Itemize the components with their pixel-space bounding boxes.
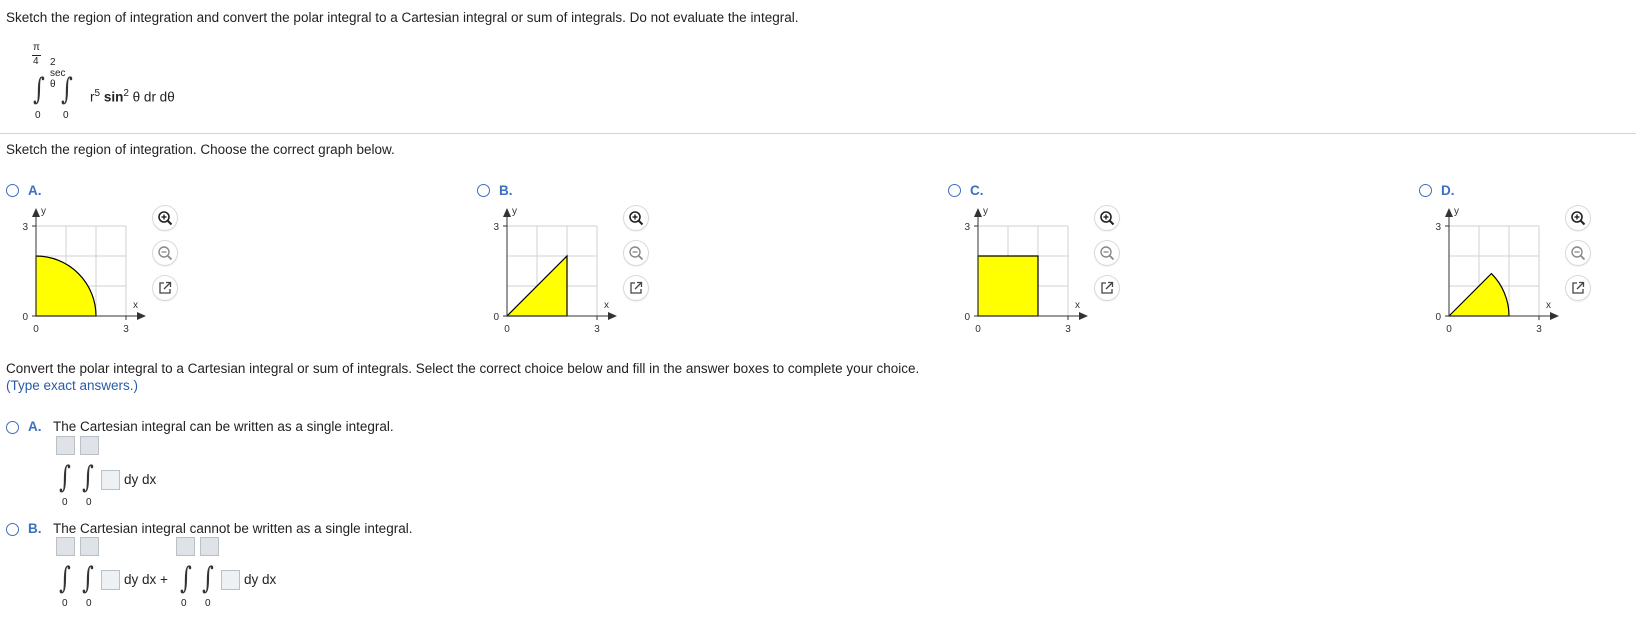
- external-link-icon: [157, 280, 173, 296]
- part1-prompt: Sketch the region of integration. Choose the correct graph below.: [6, 142, 395, 157]
- zoom-in-icon: [1570, 210, 1586, 226]
- b1-inner-integral-sign: ∫: [81, 561, 94, 596]
- open-new-window-button[interactable]: [624, 276, 648, 300]
- outer-upper-limit-numerator: π: [33, 42, 40, 53]
- graph-x-axis-label: x: [604, 300, 609, 311]
- a-integrand-box[interactable]: [101, 470, 120, 490]
- graph-x-tick-right: 3: [1065, 324, 1071, 335]
- graph-option-c-label[interactable]: C.: [970, 183, 984, 198]
- graph-y-tick-top: 3: [22, 222, 28, 233]
- graph-y-tick-top: 3: [964, 222, 970, 233]
- open-new-window-button[interactable]: [153, 276, 177, 300]
- zoom-in-button[interactable]: [153, 206, 177, 230]
- zoom-in-button[interactable]: [1566, 206, 1590, 230]
- zoom-out-button[interactable]: [1095, 241, 1119, 265]
- b1-integrand-box[interactable]: [101, 570, 120, 590]
- open-new-window-button[interactable]: [1095, 276, 1119, 300]
- cartesian-option-b-label[interactable]: B.: [28, 521, 42, 536]
- graph-x-axis-label: x: [1075, 300, 1080, 311]
- cartesian-option-a-label[interactable]: A.: [28, 419, 42, 434]
- graph-y-axis-label: y: [983, 206, 988, 217]
- graph-x-tick-right: 3: [123, 324, 129, 335]
- outer-integral-sign: ∫: [32, 72, 45, 107]
- zoom-out-button[interactable]: [1566, 241, 1590, 265]
- a-differentials: dy dx: [124, 472, 157, 487]
- graph-y-tick-bottom: 0: [964, 312, 970, 323]
- graph-x-axis-label: x: [1546, 300, 1551, 311]
- graph-y-tick-bottom: 0: [22, 312, 28, 323]
- b1-inner-upper-limit-box[interactable]: [80, 537, 99, 556]
- b1-outer-integral-sign: ∫: [58, 561, 71, 596]
- b2-outer-upper-limit-box[interactable]: [176, 537, 195, 556]
- external-link-icon: [1570, 280, 1586, 296]
- graph-option-d-label[interactable]: D.: [1441, 183, 1455, 198]
- part2-hint: (Type exact answers.): [6, 378, 139, 393]
- a-inner-lower-limit: 0: [86, 497, 92, 508]
- graph-option-b-plot: [471, 0, 621, 340]
- graph-x-axis-label: x: [133, 300, 138, 311]
- graph-option-a-plot: [0, 0, 150, 340]
- graph-x-tick-left: 0: [504, 324, 510, 335]
- b2-inner-upper-limit-box[interactable]: [200, 537, 219, 556]
- a-outer-integral-sign: ∫: [58, 460, 71, 495]
- integrand-r-exponent: 5: [94, 88, 101, 99]
- b2-differentials: dy dx: [244, 572, 277, 587]
- graph-x-tick-right: 3: [1536, 324, 1542, 335]
- zoom-out-icon: [1570, 245, 1586, 261]
- b1-outer-upper-limit-box[interactable]: [56, 537, 75, 556]
- graph-option-b-label[interactable]: B.: [499, 183, 513, 198]
- zoom-in-button[interactable]: [1095, 206, 1119, 230]
- b2-inner-lower-limit: 0: [205, 598, 211, 609]
- a-inner-integral-sign: ∫: [81, 460, 94, 495]
- a-outer-lower-limit: 0: [62, 497, 68, 508]
- graph-y-axis-label: y: [1454, 206, 1459, 217]
- b2-outer-lower-limit: 0: [181, 598, 187, 609]
- graph-y-tick-top: 3: [493, 222, 499, 233]
- zoom-out-icon: [628, 245, 644, 261]
- integrand-differentials: θ dr dθ: [132, 89, 175, 105]
- b2-integrand-box[interactable]: [221, 570, 240, 590]
- graph-x-tick-left: 0: [33, 324, 39, 335]
- inner-lower-limit: 0: [63, 110, 69, 121]
- cartesian-option-b-text: The Cartesian integral cannot be written as a single integral.: [53, 521, 413, 536]
- part2-prompt: Convert the polar integral to a Cartesian integral or sum of integrals. Select the correct choice below and fill in the answer boxes to complete your choice.: [6, 361, 920, 376]
- outer-lower-limit: 0: [35, 110, 41, 121]
- graph-option-d-plot: [1413, 0, 1563, 340]
- cartesian-option-a-radio[interactable]: [6, 421, 19, 434]
- section-divider: [0, 133, 1636, 134]
- graph-x-tick-left: 0: [1446, 324, 1452, 335]
- graph-y-tick-bottom: 0: [1435, 312, 1441, 323]
- external-link-icon: [1099, 280, 1115, 296]
- graph-y-tick-top: 3: [1435, 222, 1441, 233]
- b1-outer-lower-limit: 0: [62, 598, 68, 609]
- inner-upper-limit: 2 sec θ: [50, 57, 66, 90]
- b2-outer-integral-sign: ∫: [179, 561, 192, 596]
- b2-inner-integral-sign: ∫: [201, 561, 214, 596]
- zoom-in-icon: [1099, 210, 1115, 226]
- integrand-sin-exponent: 2: [123, 88, 129, 99]
- open-new-window-button[interactable]: [1566, 276, 1590, 300]
- graph-x-tick-right: 3: [594, 324, 600, 335]
- b1-inner-lower-limit: 0: [86, 598, 92, 609]
- external-link-icon: [628, 280, 644, 296]
- cartesian-option-b-radio[interactable]: [6, 523, 19, 536]
- graph-y-tick-bottom: 0: [493, 312, 499, 323]
- graph-option-a-label[interactable]: A.: [28, 183, 42, 198]
- graph-y-axis-label: y: [41, 206, 46, 217]
- graph-y-axis-label: y: [512, 206, 517, 217]
- inner-integral-sign: ∫: [60, 72, 73, 107]
- zoom-out-button[interactable]: [624, 241, 648, 265]
- integrand-sin: sin: [103, 89, 124, 105]
- graph-x-tick-left: 0: [975, 324, 981, 335]
- zoom-out-button[interactable]: [153, 241, 177, 265]
- graph-option-c-plot: [942, 0, 1092, 340]
- question-instruction: Sketch the region of integration and convert the polar integral to a Cartesian integral or sum of integrals. Do not evaluate the integral.: [6, 10, 799, 25]
- zoom-in-button[interactable]: [624, 206, 648, 230]
- zoom-in-icon: [157, 210, 173, 226]
- a-inner-upper-limit-box[interactable]: [80, 436, 99, 455]
- zoom-in-icon: [628, 210, 644, 226]
- zoom-out-icon: [157, 245, 173, 261]
- zoom-out-icon: [1099, 245, 1115, 261]
- a-outer-upper-limit-box[interactable]: [56, 436, 75, 455]
- b1-differentials: dy dx +: [124, 572, 168, 587]
- cartesian-option-a-text: The Cartesian integral can be written as a single integral.: [53, 419, 394, 434]
- integrand-r: r: [90, 89, 95, 105]
- outer-upper-limit-denominator: 4: [33, 56, 39, 67]
